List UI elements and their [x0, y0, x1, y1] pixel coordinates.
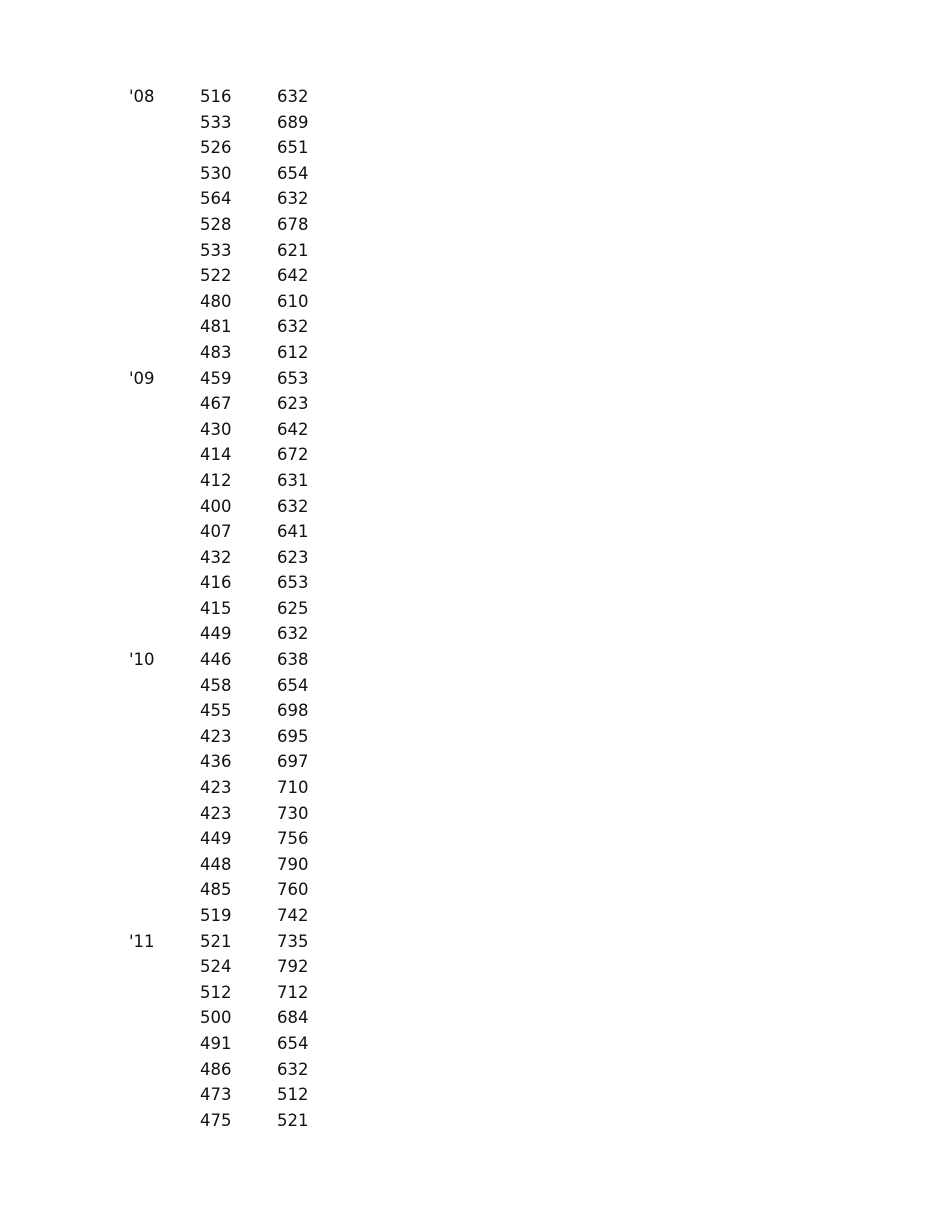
table-row	[0, 1005, 950, 1031]
table-row	[0, 775, 950, 801]
value-a-cell: 500	[200, 1008, 232, 1028]
value-a-cell: 524	[200, 957, 232, 977]
value-b-cell: 756	[277, 829, 309, 849]
value-a-cell: 475	[200, 1110, 232, 1130]
value-a-cell: 449	[200, 624, 232, 644]
value-b-cell: 631	[277, 470, 309, 490]
value-a-cell: 448	[200, 854, 232, 874]
value-b-cell: 654	[277, 1033, 309, 1053]
value-a-cell: 485	[200, 880, 232, 900]
year-cell: '10	[129, 650, 155, 670]
table-row	[0, 954, 950, 980]
table-row	[0, 186, 950, 212]
value-a-cell: 423	[200, 803, 232, 823]
value-a-cell: 481	[200, 317, 232, 337]
value-b-cell: 651	[277, 138, 309, 158]
value-a-cell: 436	[200, 752, 232, 772]
value-a-cell: 458	[200, 675, 232, 695]
table-row	[0, 1057, 950, 1083]
value-b-cell: 623	[277, 547, 309, 567]
value-b-cell: 642	[277, 266, 309, 286]
value-b-cell: 654	[277, 163, 309, 183]
value-a-cell: 522	[200, 266, 232, 286]
value-a-cell: 528	[200, 214, 232, 234]
value-b-cell: 638	[277, 650, 309, 670]
value-a-cell: 533	[200, 112, 232, 132]
value-a-cell: 530	[200, 163, 232, 183]
value-a-cell: 564	[200, 189, 232, 209]
value-b-cell: 712	[277, 982, 309, 1002]
value-a-cell: 526	[200, 138, 232, 158]
table-row	[0, 596, 950, 622]
year-cell: '08	[129, 87, 155, 106]
table-row	[0, 366, 950, 392]
table-row	[0, 289, 950, 315]
value-b-cell: 632	[277, 496, 309, 516]
value-a-cell: 407	[200, 522, 232, 542]
value-a-cell: 423	[200, 726, 232, 746]
table-row	[0, 519, 950, 545]
value-b-cell: 625	[277, 598, 309, 618]
value-b-cell: 792	[277, 957, 309, 977]
value-a-cell: 516	[200, 87, 232, 106]
value-a-cell: 416	[200, 573, 232, 593]
value-a-cell: 491	[200, 1033, 232, 1053]
table-row	[0, 801, 950, 827]
table-row	[0, 929, 950, 955]
table-row	[0, 263, 950, 289]
table-row	[0, 212, 950, 238]
value-b-cell: 672	[277, 445, 309, 465]
table-row	[0, 1082, 950, 1108]
table-row	[0, 570, 950, 596]
value-b-cell: 612	[277, 342, 309, 362]
value-a-cell: 423	[200, 778, 232, 798]
value-a-cell: 483	[200, 342, 232, 362]
table-row	[0, 84, 950, 110]
value-b-cell: 689	[277, 112, 309, 132]
table-row	[0, 647, 950, 673]
table-row	[0, 877, 950, 903]
value-a-cell: 521	[200, 931, 232, 951]
table-row	[0, 1031, 950, 1057]
value-b-cell: 621	[277, 240, 309, 260]
value-b-cell: 632	[277, 1059, 309, 1079]
value-a-cell: 467	[200, 394, 232, 414]
value-a-cell: 430	[200, 419, 232, 439]
value-b-cell: 698	[277, 701, 309, 721]
table-row	[0, 442, 950, 468]
table-row	[0, 749, 950, 775]
value-b-cell: 632	[277, 87, 309, 106]
value-b-cell: 610	[277, 291, 309, 311]
value-b-cell: 678	[277, 214, 309, 234]
value-b-cell: 512	[277, 1085, 309, 1105]
table-row	[0, 903, 950, 929]
table-row	[0, 110, 950, 136]
value-b-cell: 730	[277, 803, 309, 823]
value-a-cell: 473	[200, 1085, 232, 1105]
value-a-cell: 446	[200, 650, 232, 670]
value-a-cell: 480	[200, 291, 232, 311]
value-a-cell: 412	[200, 470, 232, 490]
value-a-cell: 486	[200, 1059, 232, 1079]
value-b-cell: 632	[277, 317, 309, 337]
value-a-cell: 533	[200, 240, 232, 260]
value-a-cell: 414	[200, 445, 232, 465]
value-a-cell: 455	[200, 701, 232, 721]
year-cell: '11	[129, 931, 155, 951]
table-row	[0, 391, 950, 417]
value-b-cell: 735	[277, 931, 309, 951]
value-b-cell: 641	[277, 522, 309, 542]
value-b-cell: 695	[277, 726, 309, 746]
value-b-cell: 697	[277, 752, 309, 772]
value-b-cell: 710	[277, 778, 309, 798]
value-b-cell: 653	[277, 573, 309, 593]
table-row	[0, 545, 950, 571]
value-b-cell: 632	[277, 189, 309, 209]
value-a-cell: 432	[200, 547, 232, 567]
value-a-cell: 449	[200, 829, 232, 849]
table-row	[0, 621, 950, 647]
value-b-cell: 632	[277, 624, 309, 644]
table-row	[0, 673, 950, 699]
table-row	[0, 724, 950, 750]
value-a-cell: 415	[200, 598, 232, 618]
table-row	[0, 238, 950, 264]
year-cell: '09	[129, 368, 155, 388]
table-row	[0, 698, 950, 724]
table-row	[0, 135, 950, 161]
value-b-cell: 521	[277, 1110, 309, 1130]
value-a-cell: 519	[200, 906, 232, 925]
table-row	[0, 417, 950, 443]
value-b-cell: 642	[277, 419, 309, 439]
value-a-cell: 459	[200, 368, 232, 388]
value-b-cell: 653	[277, 368, 309, 388]
value-b-cell: 654	[277, 675, 309, 695]
value-b-cell: 623	[277, 394, 309, 414]
value-b-cell: 760	[277, 880, 309, 900]
table-row	[0, 980, 950, 1006]
table-row	[0, 161, 950, 187]
value-b-cell: 742	[277, 906, 309, 925]
table-row	[0, 340, 950, 366]
table-row	[0, 1108, 950, 1134]
data-sheet	[0, 84, 950, 1133]
table-row	[0, 494, 950, 520]
value-b-cell: 790	[277, 854, 309, 874]
table-row	[0, 314, 950, 340]
table-row	[0, 826, 950, 852]
table-row	[0, 852, 950, 878]
value-b-cell: 684	[277, 1008, 309, 1028]
value-a-cell: 512	[200, 982, 232, 1002]
value-a-cell: 400	[200, 496, 232, 516]
table-row	[0, 468, 950, 494]
